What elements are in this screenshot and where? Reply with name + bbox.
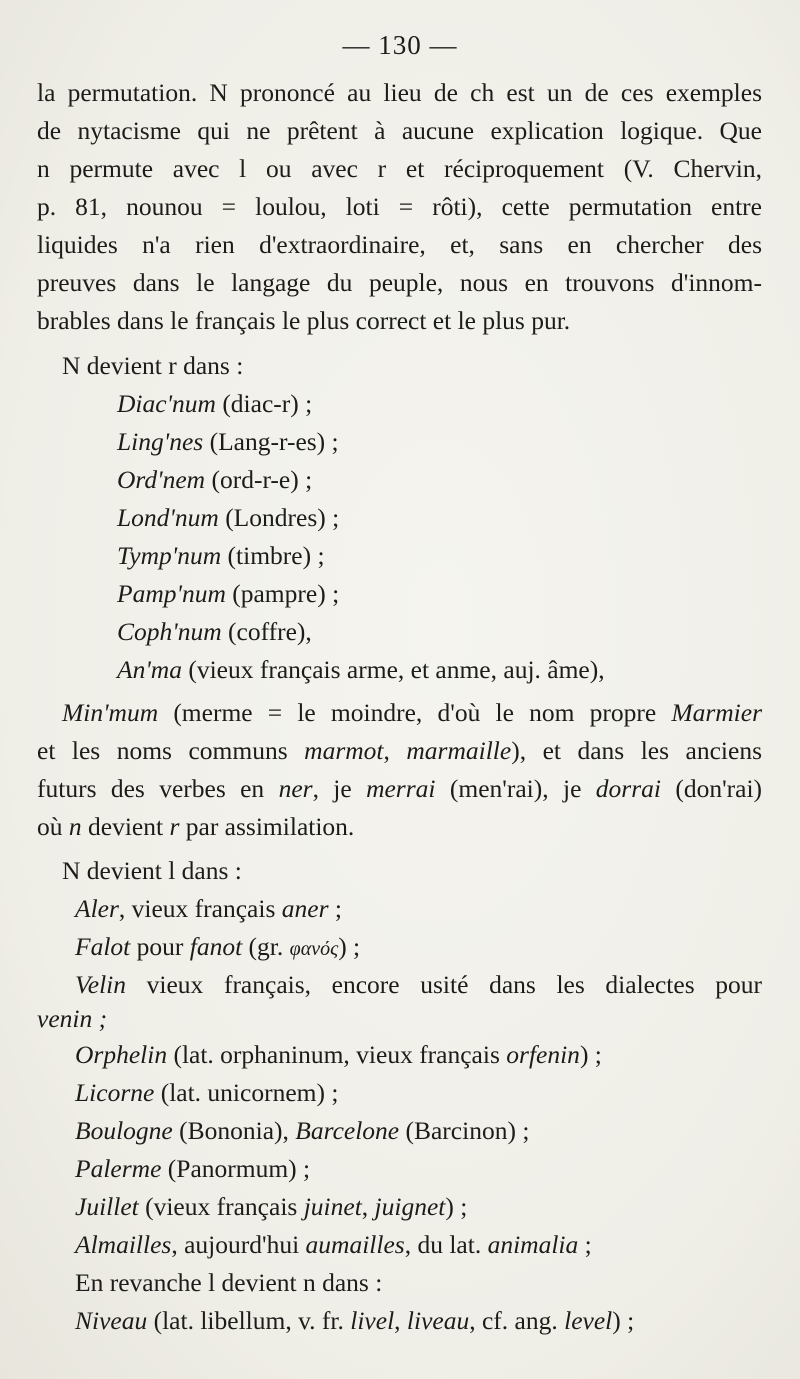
- example-word: juinet: [303, 1192, 362, 1221]
- list-item: [37, 966, 762, 1004]
- text-span: (Panormum) ;: [167, 1154, 311, 1183]
- example-word: ner: [278, 774, 313, 803]
- page-number: — 130 —: [342, 30, 458, 60]
- text-span: et les noms communs: [37, 736, 288, 765]
- paragraph-minmum: [37, 694, 762, 846]
- example-gloss: (pampre) ;: [232, 579, 340, 608]
- section-heading: En revanche l devient n dans :: [75, 1268, 383, 1297]
- example-word: marmot: [304, 736, 384, 765]
- text-span: ;: [328, 894, 342, 923]
- example-word: Barcelone: [295, 1116, 400, 1145]
- text-line: [37, 694, 762, 732]
- text-span: futurs des verbes en: [37, 774, 265, 803]
- text-span: par assimilation.: [185, 812, 355, 841]
- example-gloss: (ord-r-e) ;: [211, 465, 313, 494]
- section-heading: N devient l dans :: [62, 856, 242, 885]
- example-word: r: [169, 812, 180, 841]
- example-word: marmaille: [406, 736, 512, 765]
- example-word: Licorne: [75, 1078, 155, 1107]
- example-word: juignet: [374, 1192, 446, 1221]
- example-word: orfenin: [506, 1040, 580, 1069]
- list-item: [37, 1112, 762, 1150]
- text-line: liquides n'a rien d'extraordinaire, et, sans en chercher des: [37, 230, 762, 259]
- text-line: la permutation. N prononcé au lieu de ch est un de ces exemples: [37, 78, 762, 107]
- example-word: Ling'nes: [117, 427, 204, 456]
- text-span: (gr.: [248, 932, 284, 961]
- example-gloss: (vieux français arme, et anme, auj. âme),: [188, 655, 605, 684]
- example-word: venin ;: [37, 1004, 108, 1033]
- example-word: liveau: [406, 1306, 470, 1335]
- list-item: [37, 1188, 762, 1226]
- text-span: ) ;: [445, 1192, 468, 1221]
- list-item: [37, 1226, 762, 1264]
- text-span: ,: [394, 1306, 401, 1335]
- example-word: Marmier: [671, 698, 762, 727]
- example-word: Min'mum: [62, 698, 159, 727]
- list-item: [37, 423, 762, 461]
- text-line: [37, 732, 762, 770]
- example-word: Diac'num: [117, 389, 216, 418]
- example-word: An'ma: [117, 655, 182, 684]
- text-line: n permute avec l ou avec r et réciproquement (V. Chervin,: [37, 154, 762, 183]
- text-span: (lat. unicornem) ;: [160, 1078, 339, 1107]
- example-gloss: (diac-r) ;: [222, 389, 313, 418]
- example-word: Orphelin: [75, 1040, 168, 1069]
- list-item: [37, 1302, 762, 1340]
- example-word: Lond'num: [117, 503, 219, 532]
- example-word: Niveau: [75, 1306, 148, 1335]
- greek-word: φανός: [289, 938, 339, 960]
- section-n-to-l: [37, 852, 762, 1264]
- section-heading: N devient r dans :: [62, 351, 244, 380]
- text-line: preuves dans le langage du peuple, nous en trouvons d'innom-: [37, 268, 762, 297]
- example-word: merrai: [366, 774, 436, 803]
- text-span: , vieux français: [118, 894, 276, 923]
- example-word: level: [564, 1306, 613, 1335]
- text-span: (lat. orphaninum, vieux français: [173, 1040, 500, 1069]
- text-span: (Bononia),: [179, 1116, 289, 1145]
- example-word: aumailles: [305, 1230, 405, 1259]
- list-item: [37, 385, 762, 423]
- text-span: devient: [88, 812, 164, 841]
- text-span: , du lat.: [404, 1230, 482, 1259]
- text-span: ) ;: [579, 1040, 602, 1069]
- list-item: [37, 1074, 762, 1112]
- list-item: [37, 499, 762, 537]
- text-span: (men'rai), je: [449, 774, 582, 803]
- section-l-to-n: [37, 1264, 762, 1340]
- text-span: ;: [578, 1230, 592, 1259]
- example-word: animalia: [487, 1230, 579, 1259]
- example-word: n: [68, 812, 82, 841]
- example-word: Palerme: [75, 1154, 162, 1183]
- text-line: brables dans le français le plus correct et le plus pur.: [37, 306, 571, 335]
- example-word: dorrai: [595, 774, 661, 803]
- example-word: Coph'num: [117, 617, 222, 646]
- text-span: ,: [361, 1192, 369, 1221]
- text-span: , je: [312, 774, 352, 803]
- example-word: Falot: [75, 932, 131, 961]
- text-span: ), et dans les anciens: [511, 736, 762, 765]
- list-item: [37, 928, 762, 966]
- example-word: aner: [281, 894, 329, 923]
- example-word: Pamp'num: [117, 579, 226, 608]
- example-word: livel: [350, 1306, 395, 1335]
- example-word: Boulogne: [75, 1116, 173, 1145]
- paragraph-intro: [37, 74, 762, 340]
- text-line: de nytacisme qui ne prêtent à aucune explication logique. Que: [37, 116, 762, 145]
- example-word: Almailles: [75, 1230, 172, 1259]
- text-span: (vieux français: [145, 1192, 298, 1221]
- text-span: , cf. ang.: [469, 1306, 558, 1335]
- list-item: [37, 537, 762, 575]
- example-word: Juillet: [75, 1192, 139, 1221]
- list-item: [37, 890, 762, 928]
- example-word: Velin: [75, 970, 126, 999]
- example-gloss: (coffre),: [228, 617, 312, 646]
- example-word: Aler: [75, 894, 119, 923]
- text-span: , aujourd'hui: [171, 1230, 300, 1259]
- text-line: p. 81, nounou = loulou, loti = rôti), cette permutation entre: [37, 192, 762, 221]
- text-span: vieux français, encore usité dans les dialectes pour: [146, 970, 762, 999]
- text-span: (lat. libellum, v. fr.: [153, 1306, 344, 1335]
- list-item: [37, 613, 762, 651]
- text-span: (don'rai): [675, 774, 762, 803]
- text-span: pour: [136, 932, 184, 961]
- text-span: ) ;: [612, 1306, 635, 1335]
- example-word: fanot: [189, 932, 243, 961]
- example-gloss: (Londres) ;: [225, 503, 340, 532]
- text-span: ) ;: [338, 932, 361, 961]
- list-item: [37, 461, 762, 499]
- text-span: (Barcinon) ;: [405, 1116, 530, 1145]
- text-span: (merme = le moindre, d'où le nom propre: [173, 698, 657, 727]
- example-gloss: (Lang-r-es) ;: [209, 427, 339, 456]
- list-item: [37, 651, 762, 689]
- list-item-continuation: [37, 1004, 762, 1036]
- text-line: [37, 808, 762, 846]
- text-span: où: [37, 812, 63, 841]
- example-word: Tymp'num: [117, 541, 222, 570]
- example-gloss: (timbre) ;: [227, 541, 325, 570]
- section-n-to-r: [37, 347, 762, 689]
- list-item: [37, 1150, 762, 1188]
- text-line: [37, 770, 762, 808]
- example-word: Ord'nem: [117, 465, 206, 494]
- list-item: [37, 575, 762, 613]
- list-item: [37, 1036, 762, 1074]
- text-span: ,: [383, 736, 390, 765]
